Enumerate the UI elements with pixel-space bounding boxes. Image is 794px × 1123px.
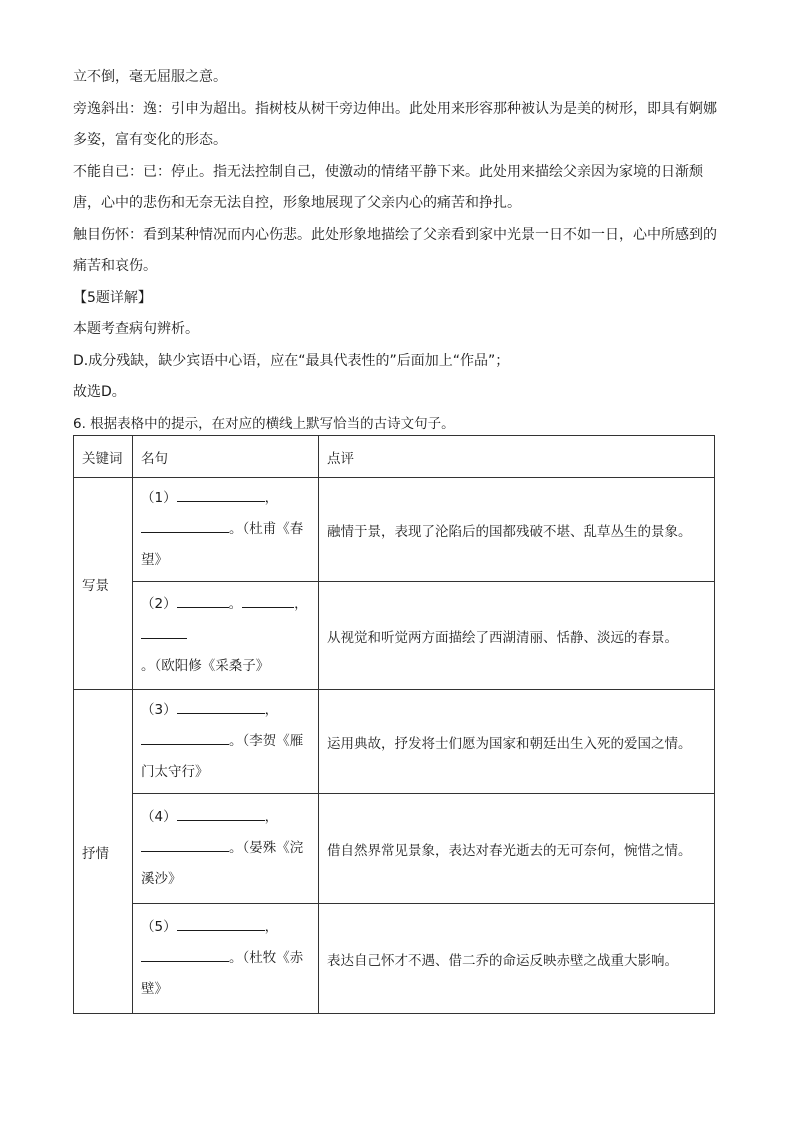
answer-blank[interactable] [141,948,229,962]
table-row [74,904,715,1014]
question-6-prompt: 6. 根据表格中的提示，在对应的横线上默写恰当的古诗文句子。 [73,415,455,432]
comment-cell: 从视觉和听觉两方面描绘了西湖清丽、恬静、淡远的春景。 [319,582,715,690]
answer-blank[interactable] [177,488,265,502]
answer-blank[interactable] [141,731,229,745]
quote-cell [133,904,319,1014]
paragraph: 本题考查病句辨析。 [73,321,199,337]
punctuation: ， [264,490,279,506]
source-citation: 。（杜甫《春望》 [141,521,304,568]
answer-blank[interactable] [141,625,187,639]
paragraph: 立不倒，毫无屈服之意。 [73,69,227,85]
answer-blank[interactable] [177,917,265,931]
comment-cell: 借自然界常见景象，表达对春光逝去的无可奈何，惋惜之情。 [319,794,715,904]
answer-blank[interactable] [177,700,265,714]
source-citation: 。（杜牧《赤壁》 [141,950,304,997]
item-number: （4） [141,809,177,825]
paragraph: D.成分残缺，缺少宾语中心语，应在“最具代表性的”后面加上“作品”； [73,352,510,369]
answer-blank[interactable] [177,807,265,821]
punctuation: ， [264,809,279,825]
header-keyword: 关键词 [74,436,133,478]
item-number: （2） [141,596,177,612]
punctuation: ， [294,596,308,612]
table-header-row [74,436,715,478]
source-citation: 。（李贺《雁门太守行》 [141,733,304,780]
comment-cell: 表达自己怀才不遇、借二乔的命运反映赤壁之战重大影响。 [319,904,715,1014]
answer-blank[interactable] [177,594,229,608]
answer-blank[interactable] [141,838,229,852]
item-number: （1） [141,490,177,506]
item-number: （3） [141,702,177,718]
answer-blank[interactable] [141,519,229,533]
answer-blank[interactable] [242,594,294,608]
item-number: （5） [141,919,177,935]
comment-cell: 融情于景，表现了沦陷后的国都残破不堪、乱草丛生的景象。 [319,478,715,582]
punctuation: ， [264,919,279,935]
punctuation: ， [264,702,279,718]
table-row [74,478,715,582]
paragraph: 触目伤怀：看到某种情况而内心伤悲。此处形象地描绘了父亲看到家中光景一日不如一日，心中所感到的痛苦和哀伤。 [73,226,717,274]
source-citation: 。（晏殊《浣溪沙》 [141,840,304,887]
header-quote: 名句 [133,436,319,478]
section-heading: 【5题详解】 [73,289,152,306]
poem-table [73,435,715,1014]
table-row [74,690,715,794]
quote-cell [133,690,319,794]
paragraph: 故选D。 [73,384,126,400]
quote-cell [133,582,319,690]
group-emotion: 抒情 [74,690,133,1014]
quote-cell [133,794,319,904]
paragraph: 不能自已：已：停止。指无法控制自己，使激动的情绪平静下来。此处用来描绘父亲因为家境的日渐颓唐，心中的悲伤和无奈无法自控，形象地展现了父亲内心的痛苦和挣扎。 [73,163,703,211]
group-scenery: 写景 [74,478,133,690]
header-comment: 点评 [319,436,715,478]
quote-cell [133,478,319,582]
punctuation: 。 [228,596,243,612]
table-row [74,794,715,904]
comment-cell: 运用典故，抒发将士们愿为国家和朝廷出生入死的爱国之情。 [319,690,715,794]
paragraph: 旁逸斜出：逸：引申为超出。指树枝从树干旁边伸出。此处用来形容那种被认为是美的树形，即具有婀娜多姿，富有变化的形态。 [73,100,717,148]
table-row [74,582,715,690]
source-citation: 。（欧阳修《采桑子》 [141,658,270,674]
document-body [73,0,723,440]
